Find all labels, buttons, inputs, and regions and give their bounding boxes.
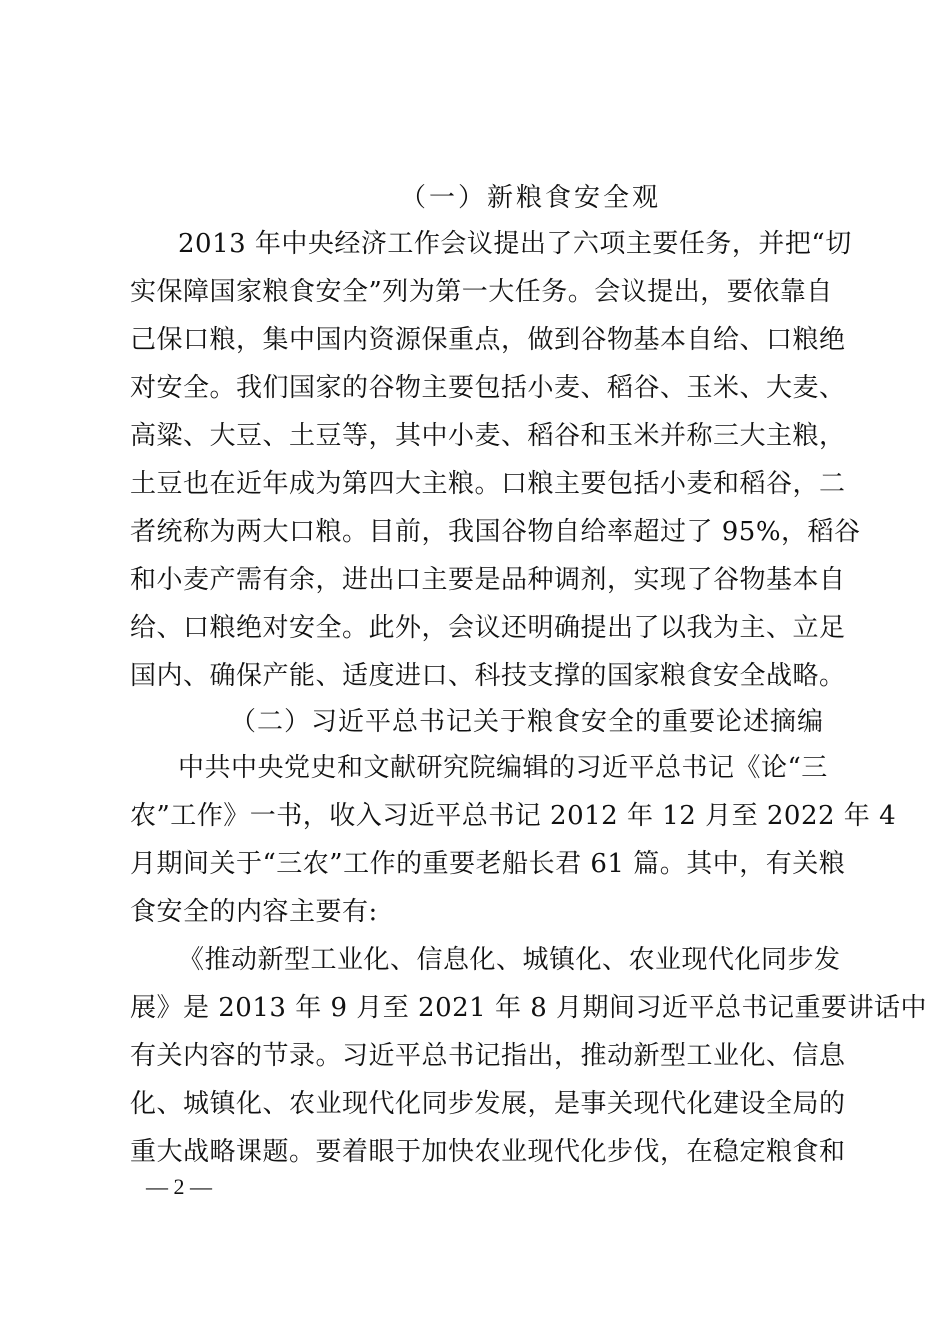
paragraph-line: 2013 年中央经济工作会议提出了六项主要任务，并把“切 <box>178 229 852 259</box>
paragraph-line: 者统称为两大口粮。目前，我国谷物自给率超过了 95%，稻谷 <box>130 517 861 547</box>
page-number: — 2 — <box>146 1174 212 1199</box>
paragraph-line: 实保障国家粮食安全”列为第一大任务。会议提出，要依靠自 <box>130 277 833 307</box>
paragraph-line: 月期间关于“三农”工作的重要老船长君 61 篇。其中，有关粮 <box>130 849 846 879</box>
paragraph-line: 化、城镇化、农业现代化同步发展，是事关现代化建设全局的 <box>130 1089 846 1119</box>
paragraph-line: 展》是 2013 年 9 月至 2021 年 8 月期间习近平总书记重要讲话中 <box>130 993 928 1023</box>
paragraph-line: 己保口粮，集中国内资源保重点，做到谷物基本自给、口粮绝 <box>130 325 846 355</box>
paragraph-line: 给、口粮绝对安全。此外，会议还明确提出了以我为主、立足 <box>130 613 846 643</box>
paragraph-line: 有关内容的节录。习近平总书记指出，推动新型工业化、信息 <box>130 1041 846 1071</box>
paragraph-line: 农”工作》一书，收入习近平总书记 2012 年 12 月至 2022 年 4 <box>130 801 897 831</box>
paragraph-line: 土豆也在近年成为第四大主粮。口粮主要包括小麦和稻谷，二 <box>130 469 846 499</box>
paragraph-line: 重大战略课题。要着眼于加快农业现代化步伐，在稳定粮食和 <box>130 1137 846 1167</box>
paragraph-line: 中共中央党史和文献研究院编辑的习近平总书记《论“三 <box>178 753 828 783</box>
paragraph-line: 《推动新型工业化、信息化、城镇化、农业现代化同步发 <box>178 945 841 975</box>
section-heading-2: （二）习近平总书记关于粮食安全的重要论述摘编 <box>230 707 825 737</box>
paragraph-line: 食安全的内容主要有: <box>130 897 378 927</box>
paragraph-line: 对安全。我们国家的谷物主要包括小麦、稻谷、玉米、大麦、 <box>130 373 846 403</box>
paragraph-line: 和小麦产需有余，进出口主要是品种调剂，实现了谷物基本自 <box>130 565 846 595</box>
paragraph-line: 国内、确保产能、适度进口、科技支撑的国家粮食安全战略。 <box>130 661 846 691</box>
paragraph-line: 高粱、大豆、土豆等，其中小麦、稻谷和玉米并称三大主粮， <box>130 421 846 451</box>
section-heading-1: （一）新粮食安全观 <box>400 183 662 213</box>
